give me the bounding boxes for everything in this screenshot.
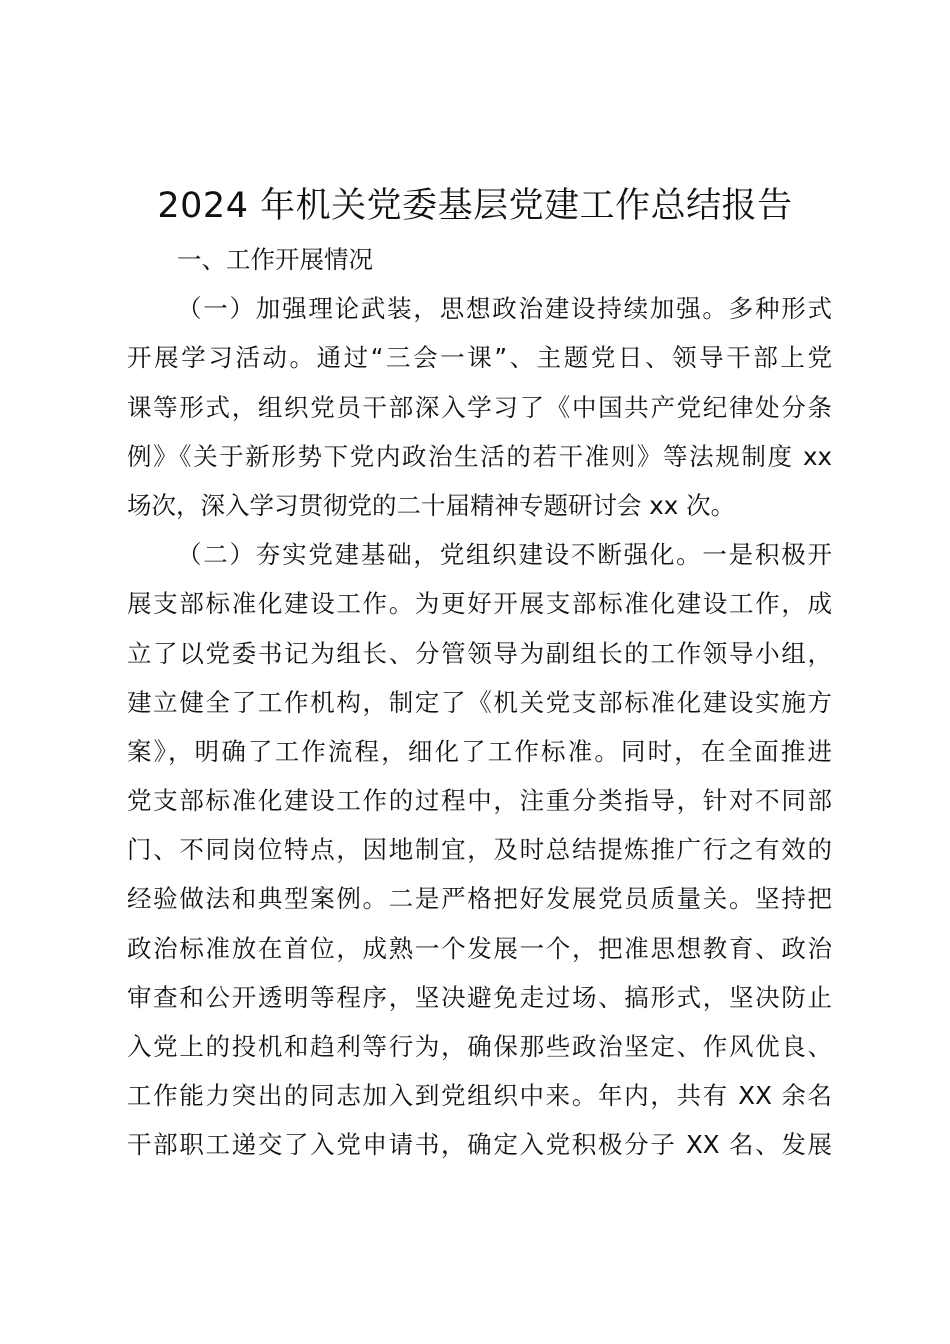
paragraph-line: 课等形式，组织党员干部深入学习了《中国共产党纪律处分条 xyxy=(127,392,832,422)
paragraph-line: 工作能力突出的同志加入到党组织中来。年内，共有 XX 余名 xyxy=(127,1081,832,1111)
paragraph-line: 案》，明确了工作流程，细化了工作标准。同时，在全面推进 xyxy=(127,736,832,766)
section-heading: 一、工作开展情况 xyxy=(177,245,373,274)
paragraph-line: 经验做法和典型案例。二是严格把好发展党员质量关。坚持把 xyxy=(127,884,832,914)
document-title: 2024 年机关党委基层党建工作总结报告 xyxy=(157,186,793,226)
paragraph-line: （一）加强理论武装，思想政治建设持续加强。多种形式 xyxy=(177,294,832,324)
paragraph-line: 干部职工递交了入党申请书，确定入党积极分子 XX 名、发展 xyxy=(127,1130,832,1160)
paragraph-line: 立了以党委书记为组长、分管领导为副组长的工作领导小组， xyxy=(127,638,832,668)
paragraph-line: （二）夯实党建基础，党组织建设不断强化。一是积极开 xyxy=(177,540,832,570)
paragraph-line: 审查和公开透明等程序，坚决避免走过场、搞形式，坚决防止 xyxy=(127,982,832,1012)
paragraph-line: 开展学习活动。通过“三会一课”、主题党日、领导干部上党 xyxy=(127,343,832,373)
paragraph-line: 党支部标准化建设工作的过程中，注重分类指导，针对不同部 xyxy=(127,786,832,816)
paragraph-line: 场次，深入学习贯彻党的二十届精神专题研讨会 xx 次。 xyxy=(127,490,736,520)
document-body xyxy=(127,235,832,1170)
paragraph-line: 例》《关于新形势下党内政治生活的若干准则》等法规制度 xx xyxy=(127,441,832,471)
paragraph-2 xyxy=(127,530,832,1169)
paragraph-line: 展支部标准化建设工作。为更好开展支部标准化建设工作，成 xyxy=(127,589,832,619)
paragraph-line: 入党上的投机和趋利等行为，确保那些政治坚定、作风优良、 xyxy=(127,1032,832,1061)
paragraph-1 xyxy=(127,284,832,530)
paragraph-line: 政治标准放在首位，成熟一个发展一个，把准思想教育、政治 xyxy=(127,933,832,963)
paragraph-line: 门、不同岗位特点，因地制宜，及时总结提炼推广行之有效的 xyxy=(127,835,832,865)
paragraph-line: 建立健全了工作机构，制定了《机关党支部标准化建设实施方 xyxy=(127,687,832,717)
